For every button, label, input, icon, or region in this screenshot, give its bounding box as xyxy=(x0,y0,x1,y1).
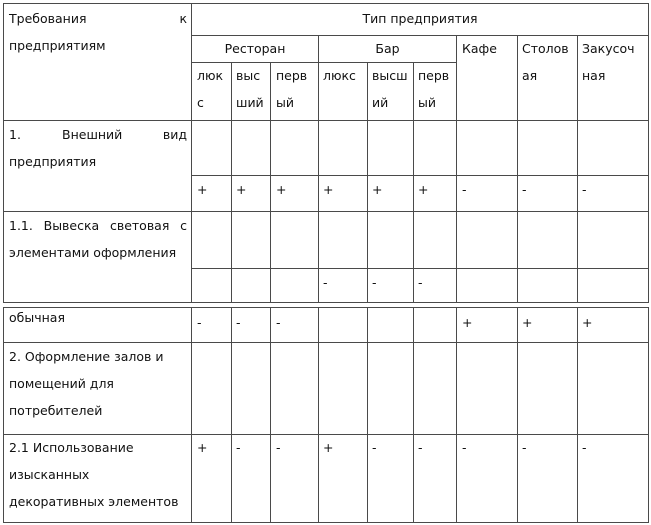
header-bar-first-cell xyxy=(413,62,457,121)
cell xyxy=(456,120,518,176)
header-restaurant-first-line2: ый xyxy=(276,95,294,110)
cell xyxy=(231,211,271,269)
mark: + xyxy=(522,315,533,330)
mark: - xyxy=(236,315,241,330)
mark: - xyxy=(372,440,377,455)
mark: + xyxy=(582,315,593,330)
header-canteen-line1: Столов xyxy=(522,41,569,56)
header-canteen-cell xyxy=(517,35,578,121)
row-decor-label-cell xyxy=(3,434,192,523)
cell xyxy=(456,211,518,269)
row-sign-mark xyxy=(270,268,319,303)
row-plain-label: обычная xyxy=(9,310,65,325)
header-bar: Бар xyxy=(375,41,400,56)
cell xyxy=(270,342,319,435)
row-decor-mark xyxy=(413,434,457,523)
cell xyxy=(456,342,518,435)
mark: - xyxy=(418,275,423,290)
mark: - xyxy=(372,275,377,290)
cell xyxy=(517,342,578,435)
cell xyxy=(191,211,232,269)
row-plain-mark xyxy=(367,307,414,343)
cell xyxy=(367,211,414,269)
header-bar-high-line1: высш xyxy=(372,68,408,83)
header-bar-lux-cell xyxy=(318,62,368,121)
row-exterior-mark xyxy=(577,175,649,212)
cell xyxy=(191,120,232,176)
row-sign-mark xyxy=(367,268,414,303)
mark: - xyxy=(582,440,587,455)
row-plain-mark xyxy=(270,307,319,343)
header-cafe-cell xyxy=(456,35,518,121)
mark: - xyxy=(197,315,202,330)
cell xyxy=(413,120,457,176)
cell xyxy=(577,211,649,269)
mark: - xyxy=(323,275,328,290)
header-restaurant-high-cell xyxy=(231,62,271,121)
mark: + xyxy=(236,182,247,197)
row-exterior-mark xyxy=(191,175,232,212)
row-sign-mark xyxy=(456,268,518,303)
row-sign-line1: 1.1. Вывеска световая с xyxy=(9,218,187,233)
row-plain-mark xyxy=(318,307,368,343)
row-halls-line3: потребителей xyxy=(9,403,103,418)
mark: + xyxy=(197,440,208,455)
row-plain-mark xyxy=(517,307,578,343)
row-sign-mark xyxy=(413,268,457,303)
row-exterior-line2: предприятия xyxy=(9,154,97,169)
header-restaurant-first-cell xyxy=(270,62,319,121)
mark: - xyxy=(236,440,241,455)
row-sign-mark xyxy=(191,268,232,303)
row-exterior-mark xyxy=(318,175,368,212)
row-halls-line2: помещений для xyxy=(9,376,114,391)
header-snackbar-line1: Закусоч xyxy=(582,41,635,56)
row-decor-mark xyxy=(231,434,271,523)
row-plain-mark xyxy=(456,307,518,343)
mark: + xyxy=(323,182,334,197)
header-snackbar-cell xyxy=(577,35,649,121)
mark: - xyxy=(522,440,527,455)
row-sign-label-cell xyxy=(3,211,192,303)
header-bar-lux: люкс xyxy=(323,68,356,83)
cell xyxy=(413,211,457,269)
row-sign-mark xyxy=(577,268,649,303)
header-restaurant-cell xyxy=(191,35,319,63)
mark: - xyxy=(582,182,587,197)
row-plain-label-cell xyxy=(3,307,192,343)
row-decor-mark xyxy=(367,434,414,523)
row-decor-line3: декоративных элементов xyxy=(9,494,179,509)
row-plain-mark xyxy=(191,307,232,343)
mark: - xyxy=(276,315,281,330)
header-requirements-word: Требования xyxy=(9,11,87,26)
row-decor-mark xyxy=(517,434,578,523)
mark: + xyxy=(372,182,383,197)
row-plain-mark xyxy=(413,307,457,343)
mark: - xyxy=(522,182,527,197)
cell xyxy=(318,211,368,269)
row-sign-line2: элементами оформления xyxy=(9,245,177,260)
row-decor-mark xyxy=(577,434,649,523)
row-exterior-num: 1. xyxy=(9,127,21,142)
row-exterior-word1: Внешний xyxy=(62,127,123,142)
header-restaurant-lux-cell xyxy=(191,62,232,121)
header-bar-high-line2: ий xyxy=(372,95,389,110)
header-bar-cell xyxy=(318,35,457,63)
row-exterior-mark xyxy=(413,175,457,212)
row-plain-mark xyxy=(577,307,649,343)
row-halls-label-cell xyxy=(3,342,192,435)
cell xyxy=(517,120,578,176)
row-decor-mark xyxy=(191,434,232,523)
row-sign-mark xyxy=(517,268,578,303)
header-requirements-cell xyxy=(3,3,192,121)
header-restaurant-first-line1: перв xyxy=(276,68,308,83)
header-enterprise-type: Тип предприятия xyxy=(362,11,478,26)
mark: - xyxy=(462,182,467,197)
mark: - xyxy=(276,440,281,455)
header-bar-first-line2: ый xyxy=(418,95,436,110)
row-halls-line1: 2. Оформление залов и xyxy=(9,349,164,364)
row-exterior-label-cell xyxy=(3,120,192,212)
row-sign-mark xyxy=(318,268,368,303)
mark: - xyxy=(462,440,467,455)
cell xyxy=(367,120,414,176)
mark: + xyxy=(462,315,473,330)
row-decor-mark xyxy=(456,434,518,523)
mark: + xyxy=(418,182,429,197)
header-enterprise-type-cell xyxy=(191,3,649,36)
row-decor-mark xyxy=(318,434,368,523)
header-snackbar-line2: ная xyxy=(582,68,606,83)
row-decor-line1: 2.1 Использование xyxy=(9,440,134,455)
row-exterior-mark xyxy=(517,175,578,212)
header-restaurant-high-line1: выс xyxy=(236,68,261,83)
row-exterior-mark xyxy=(367,175,414,212)
header-requirements-k: к xyxy=(179,11,187,26)
cell xyxy=(318,120,368,176)
row-exterior-mark xyxy=(456,175,518,212)
row-exterior-word2: вид xyxy=(162,127,187,142)
header-canteen-line2: ая xyxy=(522,68,538,83)
cell xyxy=(231,342,271,435)
header-restaurant-lux-line2: с xyxy=(197,95,204,110)
cell xyxy=(191,342,232,435)
row-decor-mark xyxy=(270,434,319,523)
cell xyxy=(517,211,578,269)
row-exterior-mark xyxy=(270,175,319,212)
cell xyxy=(577,342,649,435)
row-sign-mark xyxy=(231,268,271,303)
cell xyxy=(413,342,457,435)
mark: + xyxy=(276,182,287,197)
header-restaurant: Ресторан xyxy=(224,41,286,56)
row-plain-mark xyxy=(231,307,271,343)
header-bar-high-cell xyxy=(367,62,414,121)
cell xyxy=(367,342,414,435)
header-restaurant-high-line2: ший xyxy=(236,95,264,110)
header-requirements-line2: предприятиям xyxy=(9,38,106,53)
header-restaurant-lux-line1: люк xyxy=(197,68,224,83)
row-exterior-mark xyxy=(231,175,271,212)
row-decor-line2: изысканных xyxy=(9,467,90,482)
cell xyxy=(270,120,319,176)
cell xyxy=(231,120,271,176)
header-bar-first-line1: перв xyxy=(418,68,450,83)
mark: + xyxy=(323,440,334,455)
header-cafe: Кафе xyxy=(462,41,497,56)
cell xyxy=(577,120,649,176)
mark: + xyxy=(197,182,208,197)
cell xyxy=(318,342,368,435)
mark: - xyxy=(418,440,423,455)
cell xyxy=(270,211,319,269)
